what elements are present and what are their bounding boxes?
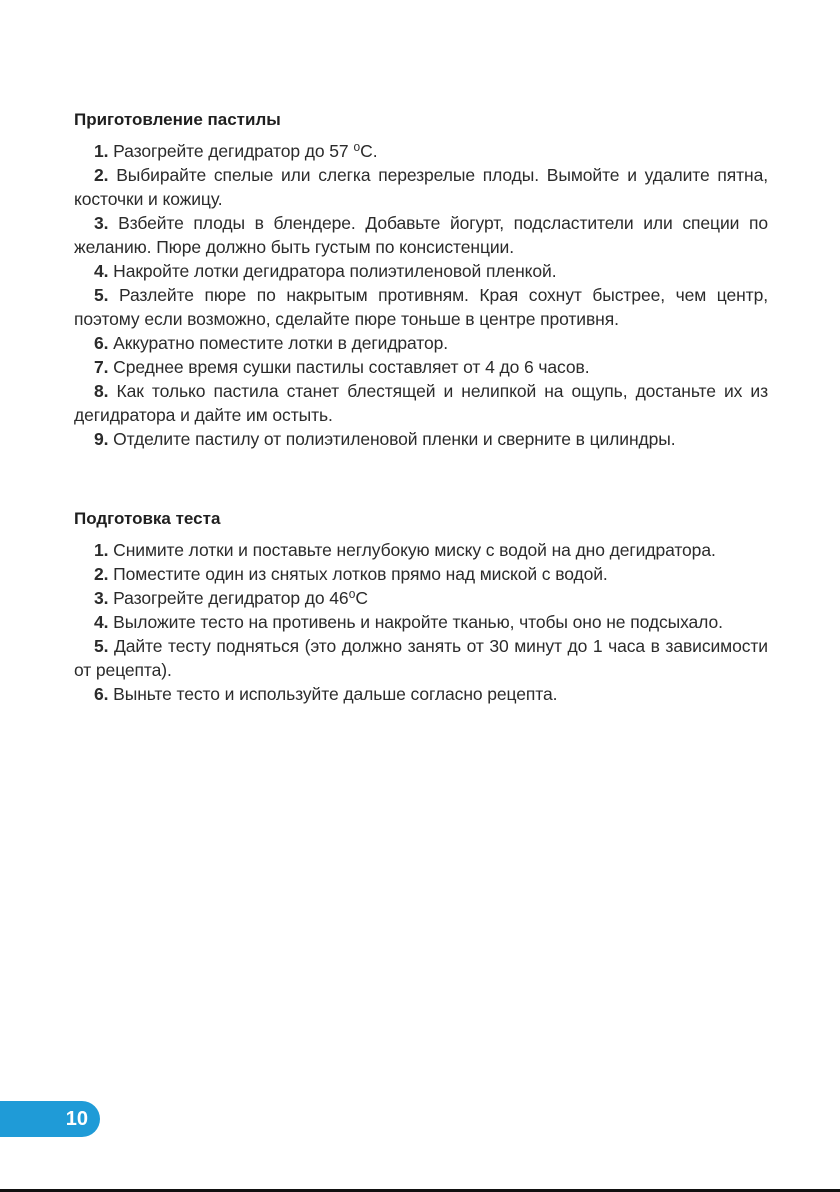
step-number: 3.	[94, 213, 109, 233]
step-item	[74, 379, 768, 427]
step-number: 5.	[94, 285, 109, 305]
step-number: 6.	[94, 333, 109, 353]
step-item	[74, 139, 768, 163]
step-text: Разогрейте дегидратор до 46⁰С	[113, 588, 368, 608]
step-text: Накройте лотки дегидратора полиэтиленовой пленкой.	[113, 261, 557, 281]
step-item	[74, 211, 768, 259]
step-number: 2.	[94, 564, 109, 584]
step-item	[74, 331, 768, 355]
step-item	[74, 682, 768, 706]
step-text: Разлейте пюре по накрытым противням. Края сохнут быстрее, чем центр, поэтому если возможно, сделайте пюре тоньше в центре противня.	[74, 285, 768, 329]
steps-list	[74, 538, 768, 706]
section-title: Приготовление пастилы	[74, 110, 281, 129]
step-number: 9.	[94, 429, 109, 449]
step-number: 2.	[94, 165, 109, 185]
step-text: Снимите лотки и поставьте неглубокую миску с водой на дно дегидратора.	[113, 540, 716, 560]
step-text: Разогрейте дегидратор до 57 ⁰С.	[113, 141, 378, 161]
step-number: 5.	[94, 636, 109, 656]
section-pastila	[74, 108, 768, 451]
step-number: 7.	[94, 357, 109, 377]
step-item	[74, 634, 768, 682]
step-number: 1.	[94, 540, 109, 560]
step-text: Отделите пастилу от полиэтиленовой пленки и сверните в цилиндры.	[113, 429, 676, 449]
step-item	[74, 538, 768, 562]
step-text: Как только пастила станет блестящей и нелипкой на ощупь, достаньте их из дегидратора и дайте им остыть.	[74, 381, 768, 425]
step-text: Дайте тесту подняться (это должно занять от 30 минут до 1 часа в зависимости от рецепта).	[74, 636, 768, 680]
step-number: 3.	[94, 588, 109, 608]
step-item	[74, 586, 768, 610]
step-number: 6.	[94, 684, 109, 704]
step-text: Аккуратно поместите лотки в дегидратор.	[113, 333, 449, 353]
steps-list	[74, 139, 768, 451]
step-text: Поместите один из снятых лотков прямо над миской с водой.	[113, 564, 608, 584]
step-number: 4.	[94, 261, 109, 281]
step-text: Выньте тесто и используйте дальше согласно рецепта.	[113, 684, 558, 704]
step-number: 8.	[94, 381, 109, 401]
page-number: 10	[65, 1108, 88, 1130]
step-number: 1.	[94, 141, 109, 161]
step-text: Выложите тесто на противень и накройте тканью, чтобы оно не подсыхало.	[113, 612, 723, 632]
step-item	[74, 610, 768, 634]
section-dough	[74, 507, 768, 706]
step-text: Выбирайте спелые или слегка перезрелые плоды. Вымойте и удалите пятна, косточки и кожицу.	[74, 165, 768, 209]
step-item	[74, 283, 768, 331]
step-item	[74, 427, 768, 451]
section-title: Подготовка теста	[74, 509, 221, 528]
step-item	[74, 355, 768, 379]
page-number-badge	[0, 1101, 100, 1137]
step-item	[74, 163, 768, 211]
step-text: Взбейте плоды в блендере. Добавьте йогурт, подсластители или специи по желанию. Пюре должно быть густым по консистенции.	[74, 213, 768, 257]
step-item	[74, 562, 768, 586]
step-number: 4.	[94, 612, 109, 632]
step-text: Среднее время сушки пастилы составляет от 4 до 6 часов.	[113, 357, 590, 377]
step-item	[74, 259, 768, 283]
